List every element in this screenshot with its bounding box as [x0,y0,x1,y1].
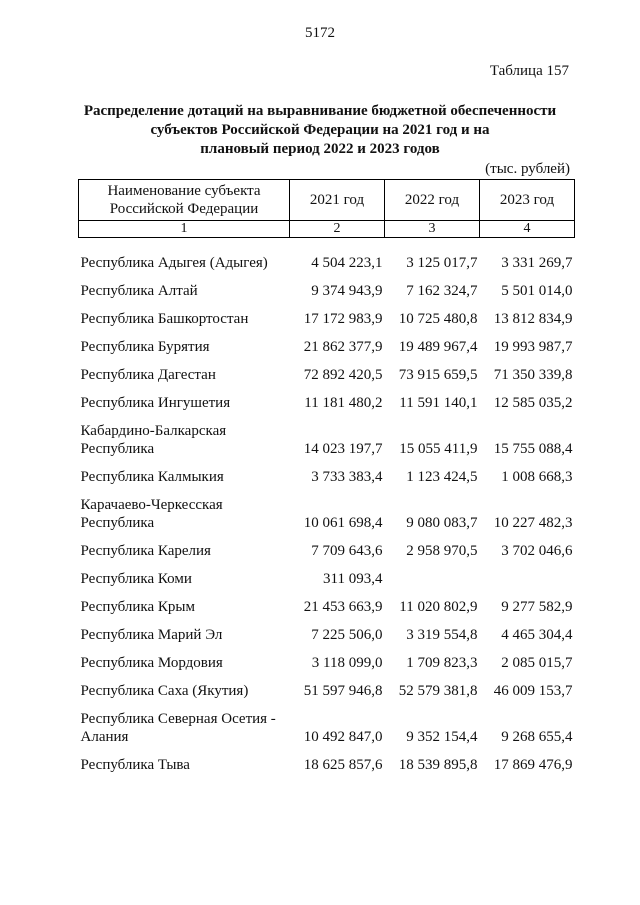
table-body [79,238,575,775]
table-row [79,682,575,700]
region-name-line: Кабардино-Балкарская [80,423,227,439]
value-2022: 11 020 802,9 [399,599,478,615]
row-spacer [79,700,575,710]
row-spacer [79,328,575,338]
region-name [79,654,290,672]
region-name-line: Республика Коми [80,571,192,587]
region-name-line: Республика Карелия [80,543,211,559]
region-name-line: Республика [80,441,155,457]
value-2021: 17 172 983,9 [303,311,383,327]
value-2021: 10 492 847,0 [303,729,383,745]
value-2022: 19 489 967,4 [398,339,478,355]
region-name-line: Республика Саха (Якутия) [80,683,249,699]
value-2022 [385,570,480,588]
region-name [79,496,290,532]
value-2023: 1 008 668,3 [501,469,573,485]
region-name-line: Республика Северная Осетия - [80,711,276,727]
region-name [79,542,290,560]
header-2021: 2021 год [290,180,385,221]
value-2022: 52 579 381,8 [398,683,478,699]
value-2021: 4 504 223,1 [311,255,383,271]
region-name [79,468,290,486]
region-name-line: Республика Башкортостан [80,311,249,327]
column-number-row [79,221,575,238]
header-2022: 2022 год [385,180,480,221]
value-2023: 15 755 088,4 [493,441,573,457]
row-spacer [79,486,575,496]
row-spacer [79,458,575,468]
value-2023: 3 331 269,7 [501,255,573,271]
row-spacer [79,746,575,756]
table-row [79,570,575,588]
value-2022: 15 055 411,9 [399,441,478,457]
value-2021: 3 118 099,0 [311,655,383,671]
region-name-line: Республика Дагестан [80,367,216,383]
row-spacer [79,272,575,282]
region-name-line: Карачаево-Черкесская [80,497,223,513]
table-row [79,282,575,300]
region-name-line: Республика Тыва [80,757,190,773]
row-spacer [79,588,575,598]
document-title [60,102,580,159]
region-name-line: Алания [80,729,129,745]
value-2023: 12 585 035,2 [493,395,573,411]
value-2022: 10 725 480,8 [398,311,478,327]
table-row [79,626,575,644]
table-row [79,366,575,384]
subsidy-table [78,179,575,774]
table-row [79,496,575,532]
region-name [79,682,290,700]
units-label: (тыс. рублей) [485,161,570,177]
row-spacer [79,412,575,422]
table-row [79,756,575,774]
table-row [79,710,575,746]
value-2022: 1 709 823,3 [406,655,478,671]
table-row [79,254,575,272]
value-2023: 5 501 014,0 [501,283,573,299]
value-2023: 3 702 046,6 [501,543,573,559]
region-name [79,570,290,588]
column-number: 4 [480,221,575,238]
region-name [79,282,290,300]
table-row [79,598,575,616]
value-2022: 18 539 895,8 [398,757,478,773]
table-row [79,542,575,560]
region-name [79,598,290,616]
region-name-line: Республика Ингушетия [80,395,231,411]
row-spacer [79,532,575,542]
region-name [79,394,290,412]
row-spacer [79,644,575,654]
table-row [79,654,575,672]
value-2021: 311 093,4 [323,571,383,587]
region-name-line: Республика Марий Эл [80,627,223,643]
value-2023: 9 277 582,9 [501,599,573,615]
value-2022: 3 125 017,7 [406,255,478,271]
table-row [79,394,575,412]
value-2022: 11 591 140,1 [399,395,478,411]
title-line: Распределение дотаций на выравнивание бюджетной обеспеченности [83,103,557,119]
value-2023: 71 350 339,8 [493,367,573,383]
region-name [79,710,290,746]
value-2021: 10 061 698,4 [303,515,383,531]
value-2021: 18 625 857,6 [303,757,383,773]
value-2023 [480,570,575,588]
value-2021: 11 181 480,2 [304,395,383,411]
value-2021: 21 453 663,9 [303,599,383,615]
header-name-line: Наименование субъекта [107,183,261,199]
region-name-line: Республика Крым [80,599,195,615]
value-2022: 9 352 154,4 [406,729,478,745]
table-row [79,310,575,328]
value-2021: 7 225 506,0 [311,627,383,643]
region-name [79,338,290,356]
value-2023: 46 009 153,7 [493,683,573,699]
region-name [79,310,290,328]
region-name-line: Республика Алтай [80,283,198,299]
region-name [79,254,290,272]
row-spacer [79,672,575,682]
title-line: субъектов Российской Федерации на 2021 год и на [150,122,490,138]
value-2021: 72 892 420,5 [303,367,383,383]
value-2021: 14 023 197,7 [303,441,383,457]
header-row [79,180,575,221]
value-2023: 4 465 304,4 [501,627,573,643]
title-line: плановый период 2022 и 2023 годов [200,141,440,157]
region-name [79,626,290,644]
region-name [79,366,290,384]
column-number: 2 [290,221,385,238]
value-2022: 73 915 659,5 [398,367,478,383]
value-2021: 7 709 643,6 [311,543,383,559]
header-2023: 2023 год [480,180,575,221]
row-spacer [79,238,575,255]
header-name-line: Российской Федерации [109,201,259,217]
row-spacer [79,356,575,366]
value-2023: 2 085 015,7 [501,655,573,671]
value-2022: 1 123 424,5 [406,469,478,485]
value-2022: 9 080 083,7 [406,515,478,531]
value-2021: 21 862 377,9 [303,339,383,355]
region-name-line: Республика Бурятия [80,339,210,355]
region-name-line: Республика [80,515,155,531]
region-name-line: Республика Адыгея (Адыгея) [80,255,268,271]
row-spacer [79,300,575,310]
region-name-line: Республика Калмыкия [80,469,224,485]
value-2023: 13 812 834,9 [493,311,573,327]
value-2023: 9 268 655,4 [501,729,573,745]
row-spacer [79,616,575,626]
value-2022: 2 958 970,5 [406,543,478,559]
table-row [79,468,575,486]
header-region-name [79,180,290,221]
value-2023: 19 993 987,7 [493,339,573,355]
value-2023: 10 227 482,3 [493,515,573,531]
table-row [79,422,575,458]
table-row [79,338,575,356]
value-2021: 51 597 946,8 [303,683,383,699]
column-number: 3 [385,221,480,238]
value-2023: 17 869 476,9 [493,757,573,773]
value-2022: 7 162 324,7 [406,283,478,299]
table-caption: Таблица 157 [489,63,569,79]
page-number: 5172 [305,25,335,41]
region-name [79,756,290,774]
row-spacer [79,560,575,570]
value-2021: 9 374 943,9 [311,283,383,299]
value-2022: 3 319 554,8 [406,627,478,643]
row-spacer [79,384,575,394]
region-name-line: Республика Мордовия [80,655,223,671]
column-number: 1 [79,221,290,238]
value-2021: 3 733 383,4 [311,469,383,485]
region-name [79,422,290,458]
